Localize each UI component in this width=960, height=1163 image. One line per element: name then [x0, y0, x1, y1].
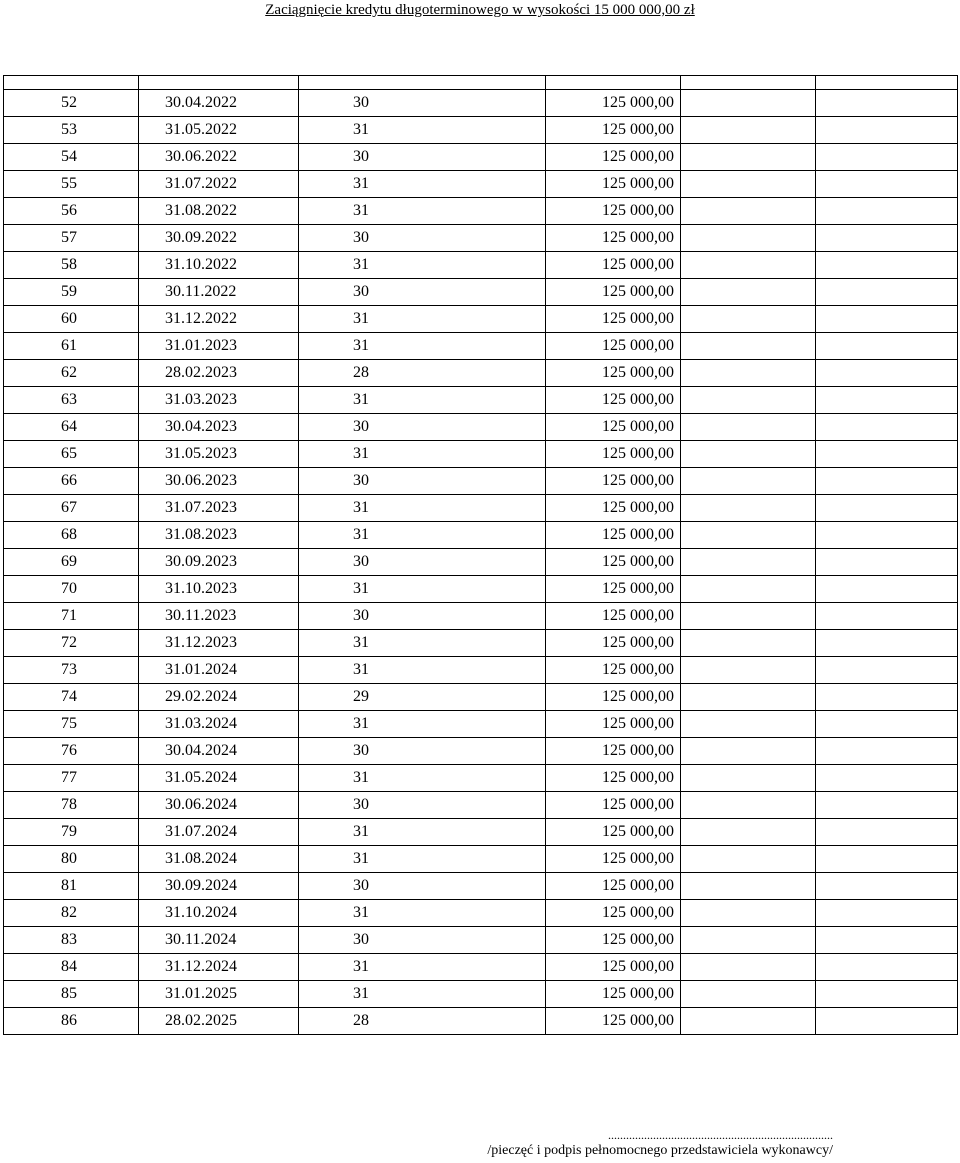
days-count-cell: 30 [299, 279, 546, 306]
payment-date-cell: 31.05.2024 [139, 765, 299, 792]
installment-amount-cell: 125 000,00 [546, 414, 681, 441]
days-count-cell: 31 [299, 306, 546, 333]
installment-number-cell: 64 [4, 414, 139, 441]
installment-amount-cell: 125 000,00 [546, 954, 681, 981]
installment-number-cell: 62 [4, 360, 139, 387]
installment-number-cell: 72 [4, 630, 139, 657]
days-count-cell: 30 [299, 414, 546, 441]
installment-number-cell: 55 [4, 171, 139, 198]
days-count-cell: 31 [299, 522, 546, 549]
payment-date-cell: 31.05.2023 [139, 441, 299, 468]
installment-number-cell: 84 [4, 954, 139, 981]
days-count-cell: 30 [299, 468, 546, 495]
payment-date-cell: 28.02.2023 [139, 360, 299, 387]
installment-number-cell: 52 [4, 90, 139, 117]
days-count-cell: 28 [299, 1008, 546, 1035]
installment-amount-cell: 125 000,00 [546, 333, 681, 360]
installment-number-cell: 61 [4, 333, 139, 360]
installment-number-cell: 69 [4, 549, 139, 576]
signature-caption: /pieczęć i podpis pełnomocnego przedstawiciela wykonawcy/ [487, 1143, 833, 1158]
payment-date-cell: 31.01.2023 [139, 333, 299, 360]
payment-date-cell: 31.12.2022 [139, 306, 299, 333]
days-count-cell: 31 [299, 387, 546, 414]
installment-amount-cell: 125 000,00 [546, 846, 681, 873]
installment-amount-cell: 125 000,00 [546, 522, 681, 549]
payment-date-cell: 28.02.2025 [139, 1008, 299, 1035]
installment-number-cell: 85 [4, 981, 139, 1008]
installment-amount-cell: 125 000,00 [546, 603, 681, 630]
days-count-cell: 30 [299, 90, 546, 117]
payment-date-cell: 31.10.2023 [139, 576, 299, 603]
days-count-cell: 31 [299, 819, 546, 846]
payment-date-cell: 31.07.2023 [139, 495, 299, 522]
installment-number-cell: 63 [4, 387, 139, 414]
days-count-cell: 31 [299, 765, 546, 792]
payment-date-cell: 31.03.2024 [139, 711, 299, 738]
payment-date-cell: 30.04.2023 [139, 414, 299, 441]
payment-date-cell: 29.02.2024 [139, 684, 299, 711]
installment-amount-cell: 125 000,00 [546, 981, 681, 1008]
installment-amount-cell: 125 000,00 [546, 441, 681, 468]
days-count-cell: 30 [299, 927, 546, 954]
payment-date-cell: 31.10.2022 [139, 252, 299, 279]
installment-amount-cell: 125 000,00 [546, 711, 681, 738]
payment-date-cell: 30.11.2024 [139, 927, 299, 954]
installment-number-cell: 60 [4, 306, 139, 333]
days-count-cell: 31 [299, 171, 546, 198]
installment-amount-cell: 125 000,00 [546, 468, 681, 495]
installment-amount-cell: 125 000,00 [546, 495, 681, 522]
payment-date-cell: 30.04.2024 [139, 738, 299, 765]
installment-amount-cell: 125 000,00 [546, 90, 681, 117]
installment-number-cell: 73 [4, 657, 139, 684]
installment-number-cell: 54 [4, 144, 139, 171]
days-count-cell: 31 [299, 846, 546, 873]
payment-date-cell: 31.08.2024 [139, 846, 299, 873]
installment-number-cell: 82 [4, 900, 139, 927]
payment-date-cell: 31.05.2022 [139, 117, 299, 144]
payment-date-cell: 30.04.2022 [139, 90, 299, 117]
installment-amount-cell: 125 000,00 [546, 792, 681, 819]
payment-date-cell: 31.03.2023 [139, 387, 299, 414]
installment-number-cell: 79 [4, 819, 139, 846]
days-count-cell: 30 [299, 144, 546, 171]
installment-amount-cell: 125 000,00 [546, 252, 681, 279]
payment-date-cell: 31.07.2022 [139, 171, 299, 198]
days-count-cell: 31 [299, 711, 546, 738]
installment-number-cell: 57 [4, 225, 139, 252]
installment-number-cell: 65 [4, 441, 139, 468]
installment-number-cell: 81 [4, 873, 139, 900]
payment-date-cell: 30.09.2022 [139, 225, 299, 252]
days-count-cell: 31 [299, 900, 546, 927]
days-count-cell: 28 [299, 360, 546, 387]
installment-amount-cell: 125 000,00 [546, 765, 681, 792]
days-count-cell: 29 [299, 684, 546, 711]
payment-date-cell: 31.12.2023 [139, 630, 299, 657]
payment-date-cell: 31.12.2024 [139, 954, 299, 981]
installment-amount-cell: 125 000,00 [546, 144, 681, 171]
days-count-cell: 31 [299, 252, 546, 279]
installment-amount-cell: 125 000,00 [546, 198, 681, 225]
installment-number-cell: 70 [4, 576, 139, 603]
days-count-cell: 30 [299, 549, 546, 576]
installment-number-cell: 53 [4, 117, 139, 144]
days-count-cell: 31 [299, 576, 546, 603]
installment-amount-cell: 125 000,00 [546, 630, 681, 657]
installment-number-cell: 56 [4, 198, 139, 225]
installment-amount-cell: 125 000,00 [546, 819, 681, 846]
installment-amount-cell: 125 000,00 [546, 576, 681, 603]
document-title: Zaciągnięcie kredytu długoterminowego w wysokości 15 000 000,00 zł [265, 2, 695, 18]
installment-amount-cell: 125 000,00 [546, 1008, 681, 1035]
days-count-cell: 30 [299, 225, 546, 252]
installment-amount-cell: 125 000,00 [546, 306, 681, 333]
payment-date-cell: 31.01.2024 [139, 657, 299, 684]
installment-amount-cell: 125 000,00 [546, 873, 681, 900]
days-count-cell: 30 [299, 603, 546, 630]
payment-date-cell: 31.01.2025 [139, 981, 299, 1008]
installment-number-cell: 59 [4, 279, 139, 306]
installment-amount-cell: 125 000,00 [546, 738, 681, 765]
days-count-cell: 31 [299, 333, 546, 360]
payment-date-cell: 30.06.2023 [139, 468, 299, 495]
installment-number-cell: 86 [4, 1008, 139, 1035]
signature-block [487, 1128, 833, 1158]
payment-date-cell: 30.06.2022 [139, 144, 299, 171]
payment-date-cell: 31.07.2024 [139, 819, 299, 846]
payment-date-cell: 30.09.2024 [139, 873, 299, 900]
days-count-cell: 31 [299, 981, 546, 1008]
installment-number-cell: 80 [4, 846, 139, 873]
days-count-cell: 30 [299, 792, 546, 819]
installment-amount-cell: 125 000,00 [546, 360, 681, 387]
installment-amount-cell: 125 000,00 [546, 657, 681, 684]
signature-line: ........................................................................... [608, 1128, 833, 1142]
days-count-cell: 31 [299, 657, 546, 684]
payment-date-cell: 31.10.2024 [139, 900, 299, 927]
days-count-cell: 31 [299, 954, 546, 981]
installment-number-cell: 76 [4, 738, 139, 765]
installment-amount-cell: 125 000,00 [546, 900, 681, 927]
installment-amount-cell: 125 000,00 [546, 387, 681, 414]
installment-number-cell: 67 [4, 495, 139, 522]
days-count-cell: 31 [299, 441, 546, 468]
installment-number-cell: 68 [4, 522, 139, 549]
installment-amount-cell: 125 000,00 [546, 927, 681, 954]
installment-amount-cell: 125 000,00 [546, 117, 681, 144]
installment-number-cell: 58 [4, 252, 139, 279]
installment-number-cell: 66 [4, 468, 139, 495]
installment-amount-cell: 125 000,00 [546, 279, 681, 306]
payment-date-cell: 30.09.2023 [139, 549, 299, 576]
payment-date-cell: 30.11.2023 [139, 603, 299, 630]
days-count-cell: 31 [299, 495, 546, 522]
installment-number-cell: 83 [4, 927, 139, 954]
installment-number-cell: 74 [4, 684, 139, 711]
installment-number-cell: 78 [4, 792, 139, 819]
days-count-cell: 31 [299, 630, 546, 657]
payment-date-cell: 30.06.2024 [139, 792, 299, 819]
days-count-cell: 31 [299, 117, 546, 144]
installment-number-cell: 77 [4, 765, 139, 792]
days-count-cell: 30 [299, 738, 546, 765]
payment-date-cell: 31.08.2023 [139, 522, 299, 549]
installment-number-cell: 71 [4, 603, 139, 630]
installment-number-cell: 75 [4, 711, 139, 738]
payment-date-cell: 30.11.2022 [139, 279, 299, 306]
payment-date-cell: 31.08.2022 [139, 198, 299, 225]
installment-amount-cell: 125 000,00 [546, 225, 681, 252]
installment-amount-cell: 125 000,00 [546, 684, 681, 711]
installment-amount-cell: 125 000,00 [546, 171, 681, 198]
days-count-cell: 30 [299, 873, 546, 900]
days-count-cell: 31 [299, 198, 546, 225]
installment-amount-cell: 125 000,00 [546, 549, 681, 576]
